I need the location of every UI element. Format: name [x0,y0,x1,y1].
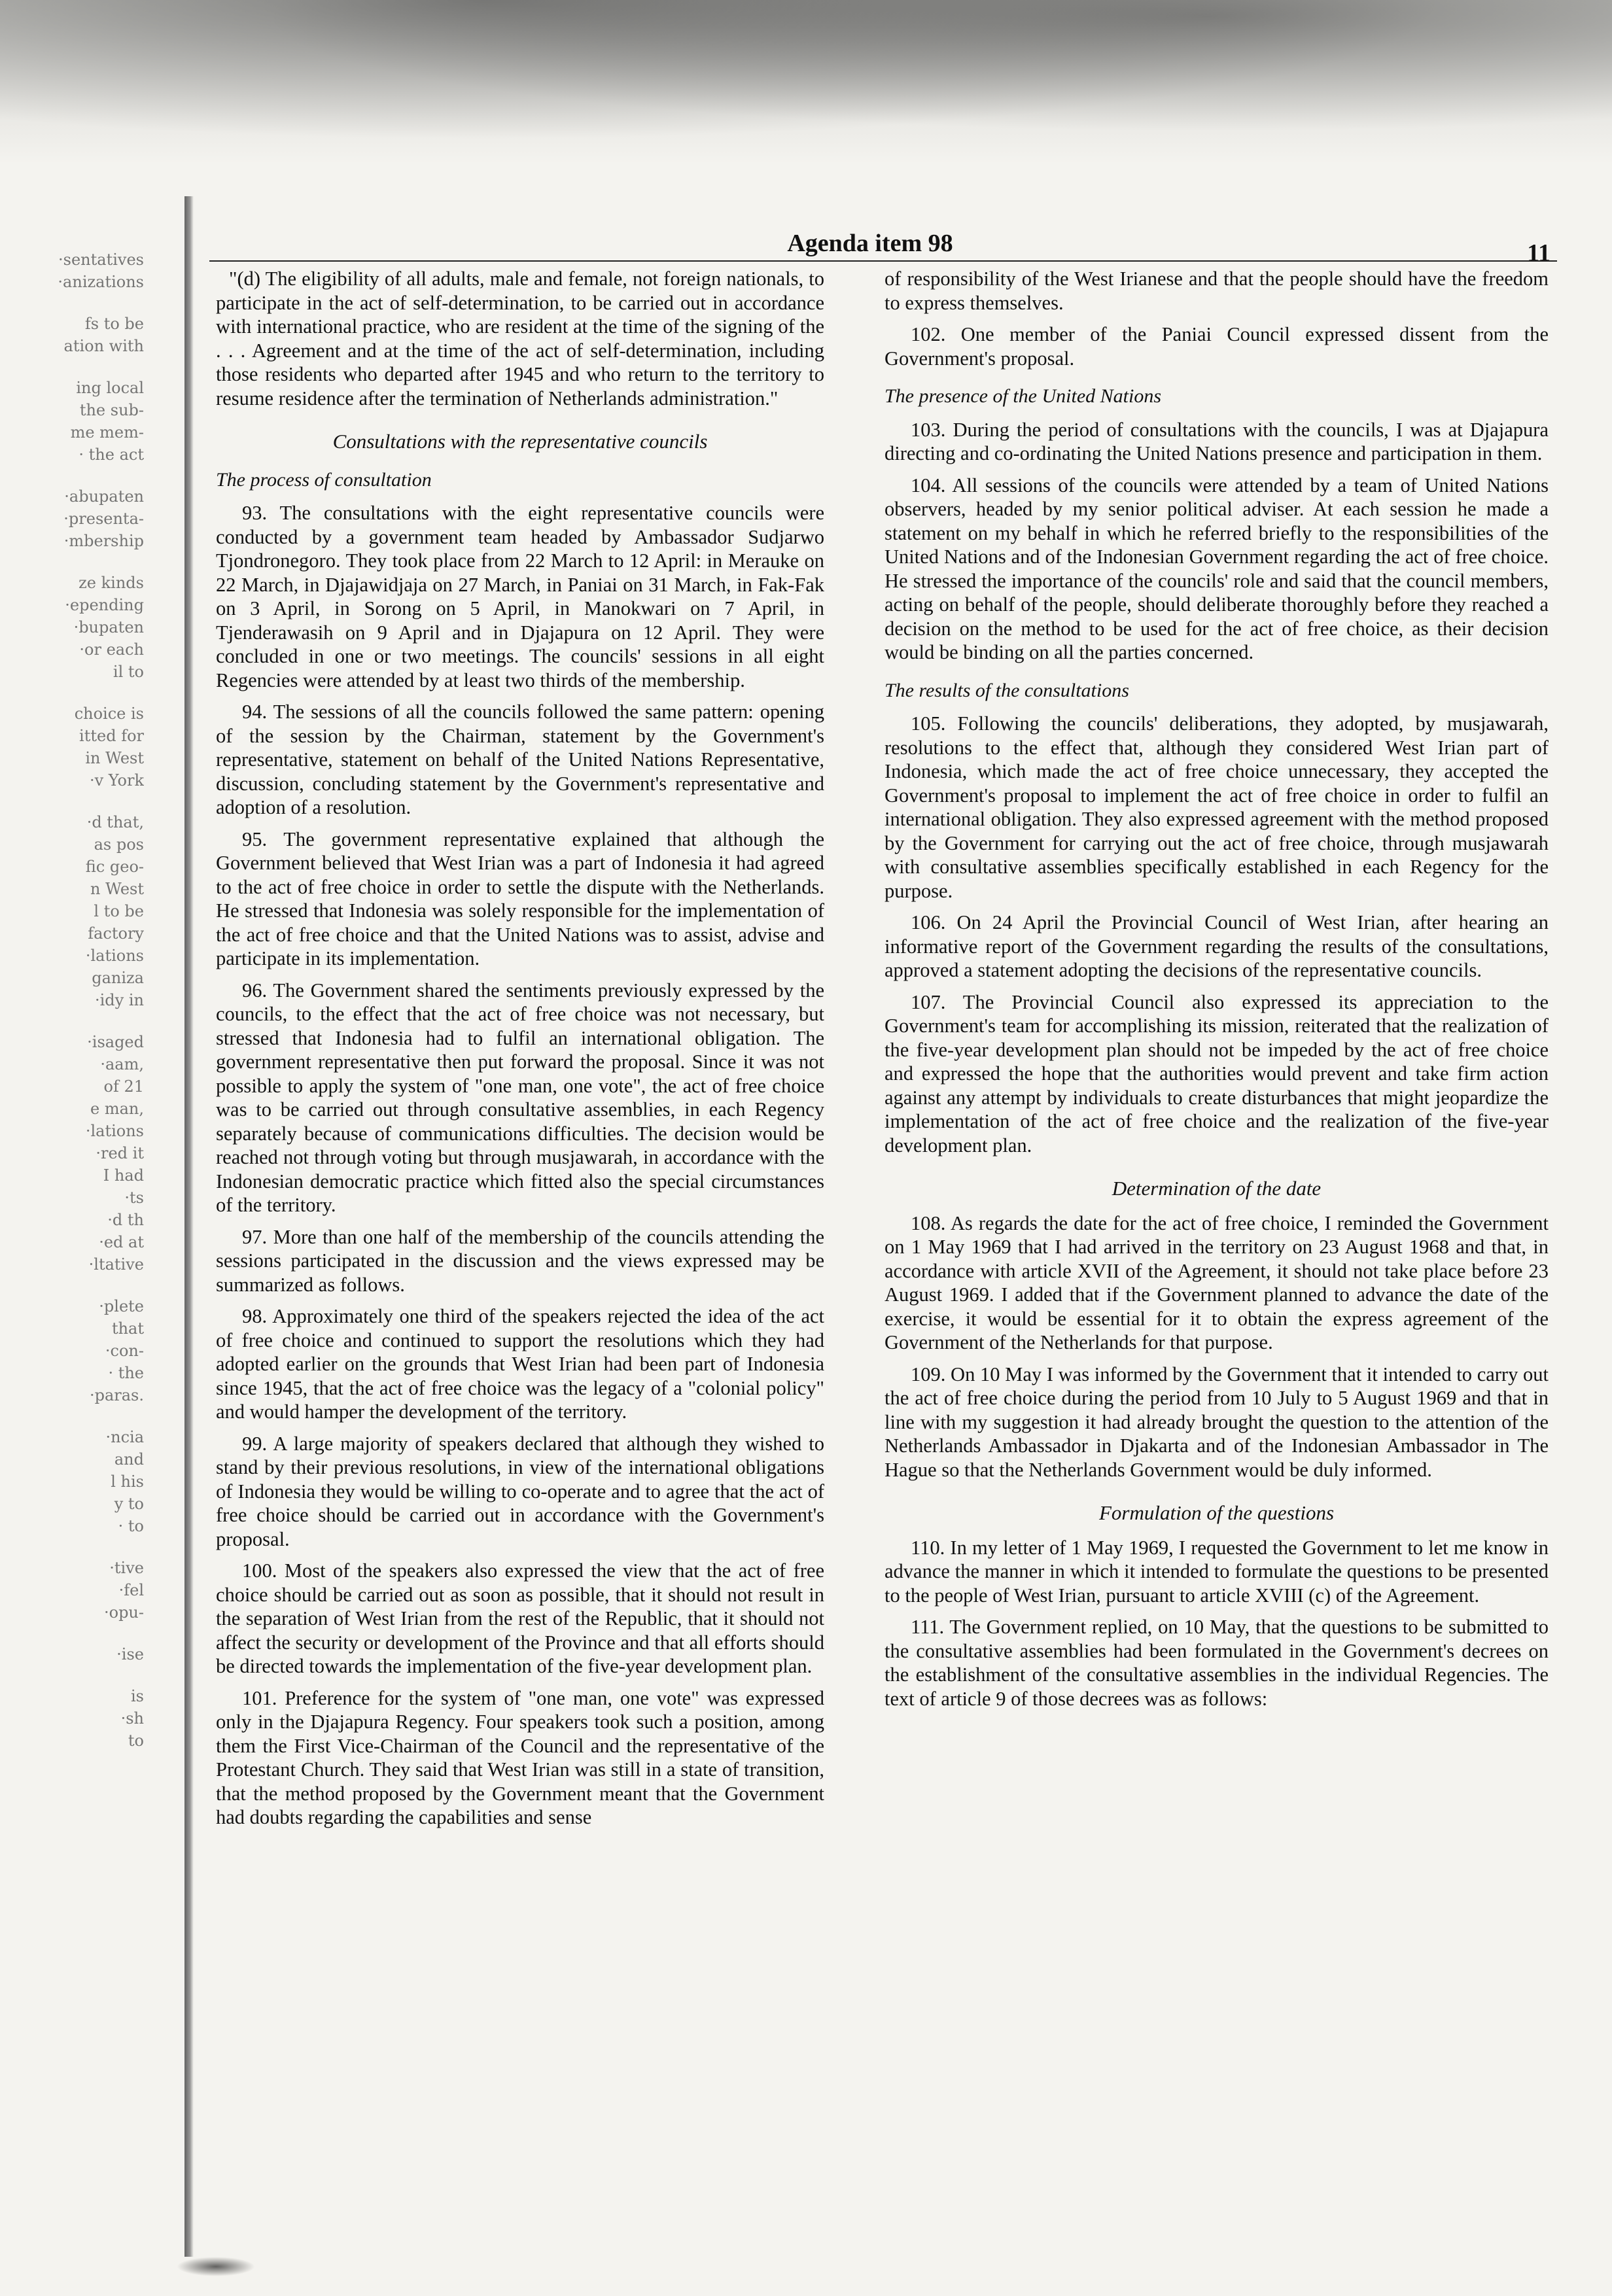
margin-fragment: choice is [74,704,144,723]
margin-fragment: and [114,1450,144,1469]
page-number: 11 [1527,239,1551,267]
margin-fragment: e man, [90,1100,144,1118]
margin-fragment [0,1011,144,1031]
subheading-process: The process of consultation [216,468,432,491]
margin-fragment: ·plete [99,1297,144,1315]
margin-fragment: of 21 [103,1077,144,1096]
margin-fragment: ·lations [85,1122,144,1140]
margin-fragment: ·d th [107,1211,144,1229]
scan-shadow-bottom [177,2257,255,2276]
paragraph-109: 109. On 10 May I was informed by the Government that it intended to carry out the act of free choice during the period from 10 July to 5 August 1969 and that in line with my suggestion it had already brought the question to the attention of the Netherlands Ambassador in Djakarta and of the Indonesian Ambassador in The Hague so that the Netherlands Government would be duly informed. [885,1363,1549,1481]
margin-fragment [0,1624,144,1643]
paragraph-111: 111. The Government replied, on 10 May, that the questions to be submitted to the consultative assemblies had been formulated in the Government's decrees on the establishment of the consultative assemblies in the individual Regencies. The text of article 9 of those decrees was as follows: [885,1616,1549,1710]
margin-fragment: ·red it [96,1144,144,1162]
margin-fragment: ·paras. [89,1386,144,1404]
margin-fragment: ·v York [89,771,144,790]
heading-date: Determination of the date [1112,1177,1322,1200]
margin-fragment: the sub- [79,401,144,419]
margin-fragment: y to [114,1495,144,1513]
heading-questions: Formulation of the questions [1098,1501,1335,1524]
margin-fragment: ation with [63,337,144,355]
margin-fragment [0,683,144,703]
margin-fragment: ·ts [124,1189,144,1207]
paragraph-104: 104. All sessions of the councils were attended by a team of United Nations observers, headed by my senior political adviser. At each session he made a statement on my behalf in which he referred briefly to the responsibilities of the United Nations and of the Indonesian Government regarding the act of free choice. He stressed the importance of the councils' role and said that the council members, acting on behalf of the people, should deliberate thoroughly before they reached a decision on the method to be used for the act of free choice, as their decision would be binding on all the parties concerned. [885,474,1549,663]
margin-fragment: ·tive [109,1559,144,1577]
margin-fragment: · the [108,1364,144,1382]
margin-fragment: ·isaged [87,1033,144,1051]
margin-fragment: ·ncia [105,1428,144,1446]
paragraph-110: 110. In my letter of 1 May 1969, I requested the Government to let me know in advance the manner in which it intended to formulate the questions to be presented to the people of West Irian, pursuant to article XVIII (c) of the Agreement. [885,1536,1549,1607]
margin-fragment: me mem- [70,423,144,442]
paragraph-continuation: of responsibility of the West Irianese and that the people should have the freedom to express themselves. [885,268,1549,314]
paragraph-107: 107. The Provincial Council also expressed its appreciation to the Government's team for accomplishing its mission, reiterated that the realization of the five-year development plan should not be impeded by the act of free choice and expressed the hope that the authorities would prevent and take firm action against any attempt by individuals to create disturbances that might jeopardize the implementation of the act of free choice and the realization of the five-year development plan. [885,990,1549,1157]
margin-fragment: ·d that, [86,813,144,831]
margin-fragment: ·ltative [88,1255,144,1274]
margin-fragment: ·epending [65,596,144,614]
margin-fragment [0,357,144,377]
margin-fragment: fs to be [84,315,144,333]
paragraph-100: 100. Most of the speakers also expressed the view that the act of free choice should be carried out as soon as possible, that it should not result in the separation of West Irian from the rest of the Republic, that it should not affect the security or development of the Province and that all efforts should be directed towards the implementation of the five-year development plan. [216,1559,824,1677]
scan-shadow-top [0,0,1612,164]
paragraph-95: 95. The government representative explained that although the Government believed that West Irian was a part of Indonesia it had agreed to the act of free choice in order to settle the dispute with the Netherlands. He stressed that Indonesia was solely responsible for the implementation of the act of free choice and that the United Nations was to assist, advise and participate in its implementation. [216,827,824,969]
margin-fragment: · to [118,1517,144,1535]
heading-results: The results of the consultations [885,679,1129,701]
margin-fragment: ·sh [120,1709,144,1728]
margin-fragment: factory [88,924,144,943]
margin-fragment: ·lations [85,947,144,965]
margin-fragment [0,466,144,485]
margin-fragment [0,552,144,572]
paragraph-94: 94. The sessions of all the councils followed the same pattern: opening of the session by the Chairman, statement by the Government's representative, statement on behalf of the United Nations Representative, discussion, concluding statement by the Government's representative and adoption of a resolution. [216,701,824,818]
margin-fragment: ·ed at [99,1233,144,1251]
margin-fragment: · the act [79,445,144,464]
paragraph-103: 103. During the period of consultations with the councils, I was at Djajapura directing and co-ordinating the United Nations presence and participation in them. [885,418,1549,464]
paragraph-97: 97. More than one half of the membership of the councils attending the sessions participated in the discussion and the views expressed may be summarized as follows. [216,1225,824,1296]
margin-fragment [0,791,144,811]
margin-fragment: n West [90,880,144,898]
paragraph-96: 96. The Government shared the sentiments previously expressed by the councils, to the effect that the act of free choice was not necessary, but stressed that Indonesia had to fulfil an international obligation. The government representative then put forward the proposal. Since it was not possible to apply the system of "one man, one vote", the act of free choice was to be carried out through consultative assemblies, in each Regency separately because of communications difficulties. The decision would be reached not through voting but through musjawarah, in accordance with the Indonesian democratic practice which fitted also the special circumstances of the territory. [216,979,824,1216]
margin-fragment: ·sentatives [58,251,144,269]
paragraph-105: 105. Following the councils' deliberations, they adopted, by musjawarah, resolutions to the effect that, although they considered West Irian part of Indonesia, which made the act of free choice unnecessary, they accepted the Government's proposal to implement the act of free choice in order to fulfil an international obligation. They also expressed agreement with the method proposed by the Government for carrying out the act of free choice, through musjawarah with consultative assemblies specifically established in each Regency for the purpose. [885,712,1549,902]
paragraph-101: 101. Preference for the system of "one man, one vote" was expressed only in the Djajapura Regency. Four speakers took such a position, among them the First Vice-Chairman of the Council and the representative of the Protestant Church. They said that West Irian was still in a state of transition, that the method proposed by the Government meant that the Government had doubts regarding the capabilities and sense [216,1686,824,1828]
margin-fragment: ·mbership [63,532,144,550]
paragraph-98: 98. Approximately one third of the speakers rejected the idea of the act of free choice and continued to support the resolutions which they had adopted earlier on the grounds that West Irian had been part of Indonesia since 1945, that the act of free choice was the legacy of a "colonial policy" and would hamper the development of the territory. [216,1305,824,1423]
margin-fragment: l to be [94,902,144,920]
left-column [216,267,824,1837]
margin-fragment: ·or each [79,640,144,659]
quoted-clause: "(d) The eligibility of all adults, male and female, not foreign nationals, to participate in the act of self-determination, to be carried out in accordance with international practice, who are resident at the time of the signing of the . . . Agreement and at the time of the act of self-determination, including those residents who departed after 1945 and who return to the territory to resume residence after the termination of Netherlands administration." [216,268,824,409]
margin-fragment: ·bupaten [73,618,144,636]
margin-fragment: ·anizations [58,273,144,291]
margin-fragment: ·idy in [95,991,144,1009]
margin-fragment: ·fel [118,1581,144,1599]
margin-fragment: ·ise [116,1645,144,1663]
margin-fragment: ·abupaten [64,487,144,506]
margin-fragment: to [128,1731,144,1750]
margin-fragment: ·aam, [100,1055,144,1073]
page-header: Agenda item 98 [787,230,953,257]
margin-fragment: ·presenta- [63,510,144,528]
header-rule [209,260,1557,262]
paragraph-93: 93. The consultations with the eight representative councils were conducted by a government team headed by Ambassador Sudjarwo Tjondronegoro. They took place from 22 March to 12 April: in Merauke on 22 March, in Djajawidjaja on 27 March, in Paniai on 31 March, in Fak-Fak on 3 April, in Sorong on 5 April, in Manokwari on 7 April, in Tjenderawasih on 9 April and in Djajapura on 12 April. They were concluded in one or two meetings. The councils' sessions in all eight Regencies were attended by at least two thirds of the membership. [216,502,824,691]
paragraph-99: 99. A large majority of speakers declared that although they wished to stand by their previous resolutions, in view of the international obligations of Indonesia they would be willing to co-operate and to agree that the act of free choice should be carried out in accordance with the Government's proposal. [216,1432,824,1550]
margin-fragment: ze kinds [79,574,144,592]
book-spine-shadow [184,196,194,2257]
margin-fragment: as pos [94,835,144,854]
margin-fragment: ·con- [105,1342,144,1360]
margin-fragment [0,1665,144,1685]
margin-fragment [0,293,144,313]
margin-fragment: is [131,1687,144,1705]
margin-fragment: ·opu- [103,1603,144,1622]
adjacent-page-fragments [0,249,144,2211]
margin-fragment: l his [111,1472,144,1491]
margin-fragment: in West [85,749,144,767]
margin-fragment [0,1276,144,1295]
margin-fragment: itted for [79,727,144,745]
paragraph-108: 108. As regards the date for the act of free choice, I reminded the Government on 1 May 1969 that I had arrived in the territory on 23 August 1968 and that, in accordance with article XVII of the Agreement, it should not take place before 23 August 1969. I added that if the Government planned to advance the date of the exercise, it would be essential for it to obtain the express agreement of the Government of the Netherlands for that purpose. [885,1211,1549,1353]
heading-presence-un: The presence of the United Nations [885,385,1161,407]
margin-fragment [0,1406,144,1426]
left-paragraphs [216,501,824,1830]
margin-fragment [0,1537,144,1557]
right-column [885,267,1549,1718]
paragraph-102: 102. One member of the Paniai Council expressed dissent from the Government's proposal. [885,323,1549,370]
margin-fragment: il to [113,663,144,681]
section-heading: Consultations with the representative councils [332,430,708,453]
margin-fragment: ganiza [92,969,144,987]
margin-fragment: that [111,1319,144,1338]
paragraph-106: 106. On 24 April the Provincial Council of West Irian, after hearing an informative report of the Government regarding the results of the consultations, approved a statement adopting the decisions of the representative councils. [885,911,1549,981]
margin-fragment: fic geo- [85,858,144,876]
margin-fragment: I had [103,1166,144,1185]
margin-fragment: ing local [76,379,144,397]
